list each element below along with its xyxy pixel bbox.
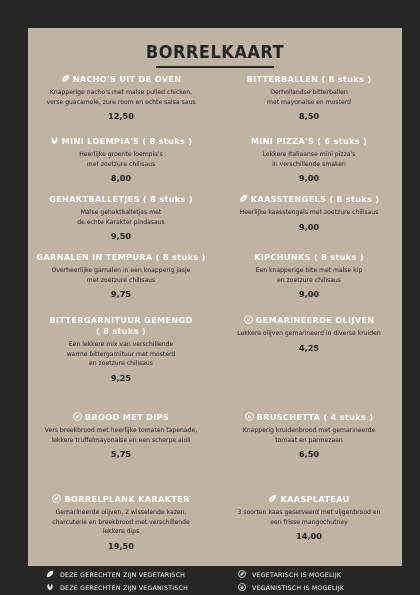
legend-text: VEGANISTISCH IS MOGELIJK <box>252 585 345 592</box>
item-name-text: KIPCHUNKS ( 8 stuks ) <box>254 252 364 262</box>
item-price: 9,75 <box>110 289 132 300</box>
item-description <box>30 508 212 537</box>
vegetarian-optional-icon <box>52 494 61 503</box>
vegan-optional-icon <box>244 315 253 324</box>
item-name-text: GEMARINEERDE OLIJVEN <box>255 315 375 325</box>
menu-item <box>218 74 400 121</box>
menu-item <box>30 412 212 459</box>
item-description-line: Heerlijke kaasstengels met zoetzure chilisaus <box>239 209 379 216</box>
menu-item <box>218 252 400 299</box>
legend-item <box>46 583 188 594</box>
item-name <box>30 252 212 263</box>
item-description-line: Gemarineerde olijven, 2 wisselende kazen, <box>55 509 187 516</box>
vegetarian-optional-icon <box>238 570 246 578</box>
item-price: 14,00 <box>296 531 322 542</box>
item-name <box>218 74 400 85</box>
item-description <box>218 329 400 339</box>
vegan-icon <box>46 583 54 591</box>
item-name-text: NACHO'S UIT DE OVEN <box>72 74 182 84</box>
item-description <box>218 266 400 285</box>
item-description <box>218 508 400 527</box>
legend-item <box>46 570 185 581</box>
menu-item <box>218 136 400 183</box>
item-description-line: de echte Karakter pindasaus <box>77 218 165 226</box>
item-description <box>30 426 212 445</box>
item-description-line: verse guacamole, zure room en echte salsa saus <box>46 98 196 106</box>
item-description-line: Malse gehaktballetjes met <box>80 209 162 216</box>
item-description <box>218 208 400 218</box>
legend-item <box>238 570 341 581</box>
menu-item <box>30 252 212 299</box>
title-underline <box>156 66 274 68</box>
item-price: 12,50 <box>108 111 134 122</box>
item-description-line: lekkere dips <box>102 528 140 536</box>
item-description-line: met zoetzure chilisaus <box>86 276 156 284</box>
item-description <box>30 266 212 285</box>
item-name <box>218 252 400 263</box>
item-description <box>218 88 400 107</box>
item-name <box>30 494 212 505</box>
item-description-line: een frisse mangochutney <box>270 518 348 526</box>
item-name <box>218 412 400 423</box>
item-name <box>30 194 212 205</box>
vegetarian-optional-icon <box>73 412 82 421</box>
item-description-line: met zoetzure chilisaus <box>86 160 156 168</box>
item-description-line: en zoetzure chilisaus <box>277 276 341 284</box>
item-description <box>30 208 212 227</box>
item-description-line: lekkere truffelmayonaise en een scherpe aioli <box>51 436 191 444</box>
vegan-optional-icon <box>245 412 254 421</box>
item-description-line: Overheerlijke garnalen in een knapperig jasje <box>51 267 191 274</box>
vegetarian-icon <box>268 494 277 503</box>
item-description-line: Lekkere olijven gemarineerd in diverse kruiden <box>237 330 381 337</box>
item-description-line: met mayonaise en mosterd <box>267 98 351 106</box>
item-name-text: BROOD MET DIPS <box>84 412 170 422</box>
item-name-text: BRUSCHETTA ( 4 stuks ) <box>256 412 374 422</box>
menu-item <box>218 412 400 459</box>
menu-item <box>30 494 212 551</box>
vegan-optional-icon <box>238 583 246 591</box>
menu-item <box>30 194 212 241</box>
item-description <box>218 150 400 169</box>
item-name-line2: ( 8 stuks ) <box>96 326 146 336</box>
item-price: 5,75 <box>110 449 132 460</box>
item-description <box>30 88 212 107</box>
item-description-line: Knapperig kruidenbrood met gemarineerde <box>242 427 376 434</box>
item-description <box>30 150 212 169</box>
item-price: 9,50 <box>110 231 132 242</box>
item-name <box>218 136 400 147</box>
legend-item <box>238 583 344 594</box>
vegetarian-icon <box>61 74 70 83</box>
item-name-text: BORRELPLANK KARAKTER <box>64 494 190 504</box>
vegan-icon <box>50 136 59 145</box>
item-description-line: warme bittergarnituur met mosterd <box>66 350 176 358</box>
item-description-line: Vers breekbrood met heerlijke tomaten tapenade, <box>44 427 198 434</box>
item-name-text: BITTERBALLEN ( 8 stuks ) <box>246 74 372 84</box>
item-price: 9,00 <box>298 221 320 232</box>
item-price: 9,25 <box>110 372 132 383</box>
item-name <box>218 315 400 326</box>
item-price: 9,00 <box>298 289 320 300</box>
item-description-line: 3 soorten kaas geserveerd met vijgenbrood en <box>237 509 381 516</box>
item-description <box>218 426 400 445</box>
menu-item <box>218 315 400 353</box>
menu-card <box>28 28 402 566</box>
item-description-line: Heerlijke groente loempia's <box>79 151 163 158</box>
item-price: 8,00 <box>110 173 132 184</box>
item-name <box>218 494 400 505</box>
item-description-line: Een lekkere mix van verschillende <box>68 341 174 348</box>
item-description-line: Knapperige nacho's met malse pulled chicken, <box>49 89 193 96</box>
item-description-line: en zoetzure chilisaus <box>89 360 153 368</box>
item-name-text: MINI LOEMPIA'S ( 8 stuks ) <box>61 136 193 146</box>
item-name <box>30 412 212 423</box>
item-description-line: Een knapperige bite met malse kip <box>255 267 363 274</box>
menu-item <box>218 494 400 541</box>
item-description-line: tomaat en parmezaan <box>275 436 343 444</box>
item-price: 8,50 <box>298 111 320 122</box>
legend-text: VEGETARISCH IS MOGELIJK <box>252 572 342 579</box>
item-description-line: Oerhollandse bitterballen <box>270 89 348 96</box>
item-name-text: KAASSTENGELS ( 8 stuks ) <box>250 194 380 204</box>
item-description-line: charcuterie en breekbrood met verschillende <box>52 518 190 526</box>
menu-item <box>218 194 400 232</box>
item-name <box>218 194 400 205</box>
item-price: 9,00 <box>298 173 320 184</box>
item-description-line: Lekkere Italiaanse mini pizza's <box>262 151 356 158</box>
item-price: 19,50 <box>108 540 134 551</box>
item-name-text: BITTERGARNITUUR GEMENGD <box>49 315 193 325</box>
item-name-text: GEHAKTBALLETJES ( 8 stuks ) <box>49 194 193 204</box>
item-description-line: in verschillende smaken <box>272 160 346 168</box>
vegetarian-icon <box>46 570 54 578</box>
legend-text: DEZE GERECHTEN ZIJN VEGANISTISCH <box>60 585 189 592</box>
item-name <box>30 74 212 85</box>
item-name <box>30 136 212 147</box>
legend-text: DEZE GERECHTEN ZIJN VEGETARISCH <box>60 572 186 579</box>
menu-item <box>30 136 212 183</box>
item-name-text: KAASPLATEAU <box>280 494 350 504</box>
menu-title: BORRELKAART <box>145 42 285 63</box>
item-description <box>30 340 212 369</box>
item-name-text: GARNALEN IN TEMPURA ( 8 stuks ) <box>36 252 206 262</box>
menu-item <box>30 315 212 383</box>
item-price: 6,50 <box>298 449 320 460</box>
item-price: 4,25 <box>298 342 320 353</box>
item-name <box>30 315 212 326</box>
item-name-text: MINI PIZZA'S ( 6 stuks ) <box>250 136 368 146</box>
vegetarian-icon <box>239 194 248 203</box>
menu-item <box>30 74 212 121</box>
